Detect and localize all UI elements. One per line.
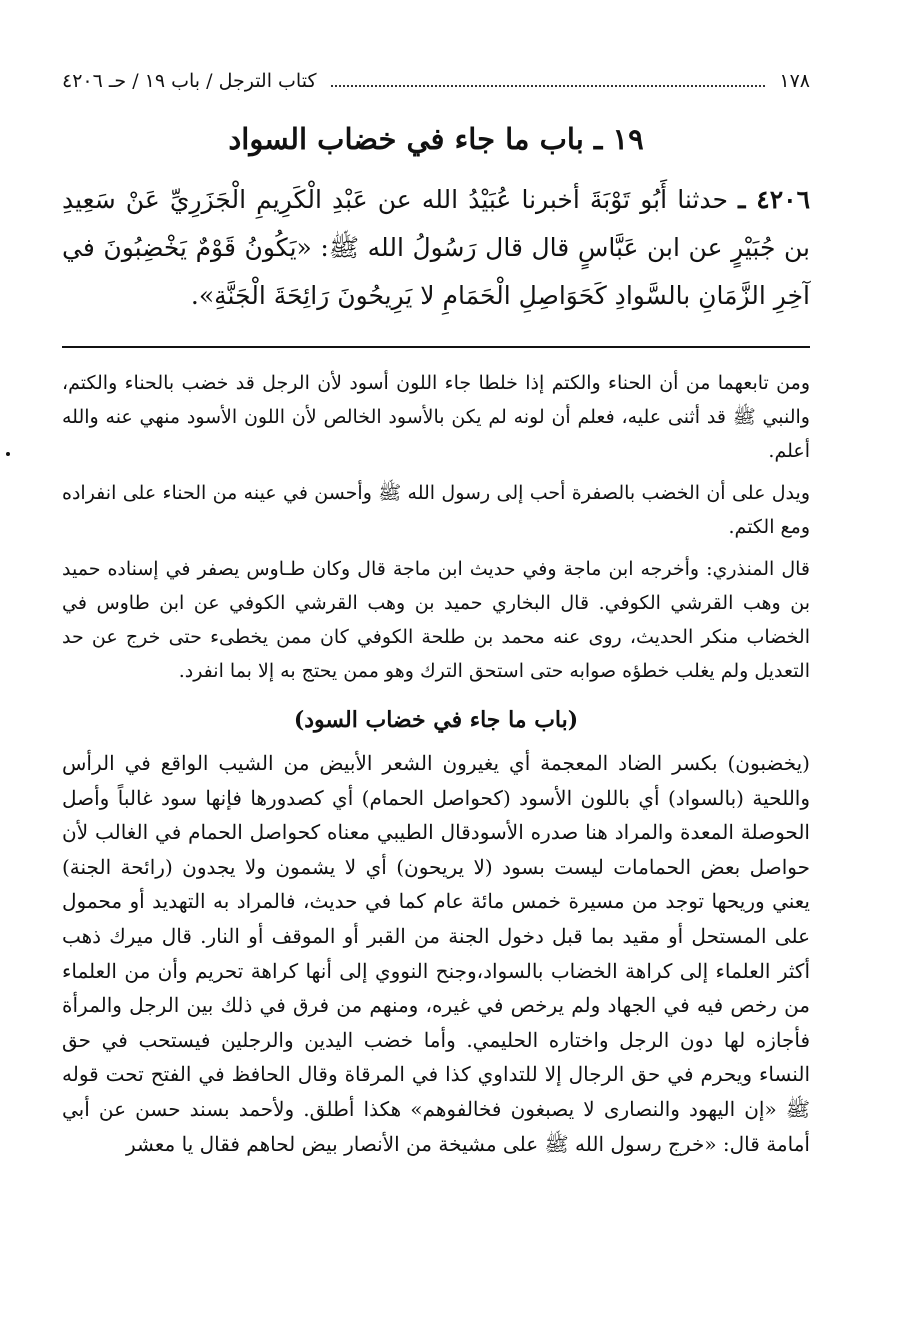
hadith-body: حدثنا أَبُو تَوْبَةَ أخبرنا عُبَيْدُ الله عن عَبْدِ الْكَرِيمِ الْجَزَرِيِّ عَنْ سَعِيدِ بن جُبَيْرٍ عن ابن عَبَّاسٍ قال قال رَسُولُ الله ﷺ: «يَكُونُ قَوْمٌ يَخْضِبُونَ في آخِرِ الزَّمَانِ بالسَّوادِ كَحَوَاصِلِ الْحَمَامِ لا يَرِيحُونَ رَائِحَةَ الْجَنَّةِ».: [62, 185, 810, 310]
page-number: ١٧٨: [779, 70, 810, 92]
commentary-paragraph: قال المنذري: وأخرجه ابن ماجة وفي حديث ابن ماجة قال وكان طـاوس يصفر في إسناده حميد بن وهب القرشي الكوفي. قال البخاري حميد بن وهب القرشي الكوفي عن ابن طاوس في الخضاب منكر الحديث، روى عنه محمد بن طلحة الكوفي كان ممن يخطىء حتى خرج عن حد التعديل ولم يغلب خطؤه صوابه حتى استحق الترك وهو ممن يحتج به إلا بما انفرد.: [62, 558, 810, 682]
commentary-section: [62, 366, 810, 1161]
explanation-block: [62, 746, 810, 1161]
chapter-heading: [62, 122, 810, 170]
leader-dots: [331, 85, 766, 87]
commentary-paragraph: ومن تابعهما من أن الحناء والكتم إذا خلطا جاء اللون أسود لأن الرجل قد خضب بالحناء والكتم، والنبي ﷺ قد أثنى عليه، فعلم أن لونه لم يكن بالأسود الخالص لأن اللون الأسود منهي عنه والله أعلم.: [62, 372, 810, 462]
chapter-number: ١٩ ـ: [593, 122, 644, 156]
margin-dot: [6, 452, 10, 456]
explanation-paragraph: (يخضبون) بكسر الضاد المعجمة أي يغيرون الشعر الأبيض من الشيب الواقع في الرأس واللحية (بالسواد) أي باللون الأسود (كحواصل الحمام) أي كصدورها فإنها سود غالباً وأصل الحوصلة المعدة والمراد هنا صدره الأسودقال الطيبي معناه كحواصل الحمام في الغالب لأن حواصل بعض الحمامات ليست بسود (لا يريحون) أي لا يشمون ولا يجدون (رائحة الجنة) يعني وريحها توجد من مسيرة خمس مائة عام كما في حديث، فالمراد به التهديد أو محمول على المستحل أو مقيد بما قبل دخول الجنة من القبر أو الموقف أو النار. قال ميرك ذهب أكثر العلماء إلى كراهة الخضاب بالسواد،وجنح النووي إلى أنها كراهة تحريم وأن من العلماء من رخص فيه في الجهاد ولم يرخص في غيره، ومنهم من فرق في ذلك بين الرجل والمرأة فأجازه لها دون الرجل واختاره الحليمي. وأما خضب اليدين والرجلين فيستحب في حق النساء ويحرم في حق الرجال إلا للتداوي كذا في المرقاة وقال الحافظ في الفتح تحت قوله ﷺ «إن اليهود والنصارى لا يصبغون فخالفوهم» هكذا أطلق. ولأحمد بسند حسن عن أبي أمامة قال: «خرج رسول الله ﷺ على مشيخة من الأنصار بيض لحاهم فقال يا معشر: [62, 751, 811, 1156]
hadith-text: [62, 176, 810, 320]
chapter-title: ما جاء في خضاب السواد: [228, 122, 530, 156]
section-subtitle: (باب ما جاء في خضاب السود): [293, 707, 579, 733]
book-reference: كتاب الترجل / باب ١٩ / حـ ٤٢٠٦: [62, 70, 317, 92]
hadith-number: ٤٢٠٦ ـ: [738, 185, 810, 214]
running-header: [62, 70, 810, 100]
footnote-divider: [62, 346, 810, 348]
book-page: [62, 70, 810, 1169]
commentary-paragraph: ويدل على أن الخضب بالصفرة أحب إلى رسول الله ﷺ وأحسن في عينه من الحناء على انفراده ومع الكتم.: [62, 482, 810, 538]
chapter-word: باب: [539, 122, 584, 156]
